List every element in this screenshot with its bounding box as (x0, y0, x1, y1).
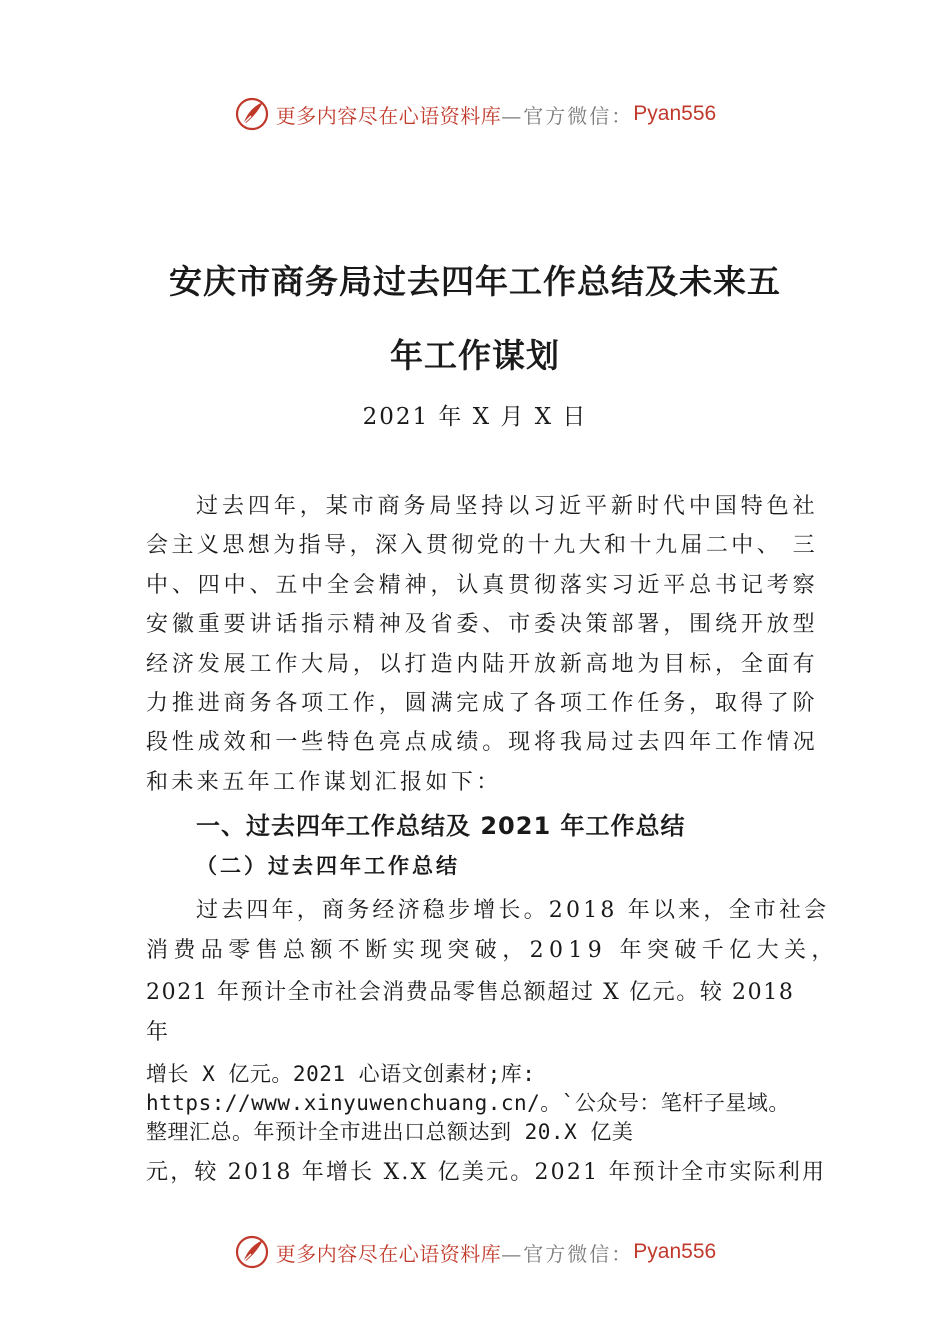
body-line: 消费品零售总额不断实现突破，2019 年突破千亿大关， (146, 938, 839, 963)
intro-paragraph: 过去四年，某市商务局坚持以习近平新时代中国特色社会主义思想为指导，深入贯彻党的十九大和十九届二中、 三中、四中、五中全会精神，认真贯彻落实习近平总书记考察安徽重要讲话指示精神及省委、市委决策部署，围绕开放型经济发展工作大局，以打造内陆开放新高地为目标，全面有力推进商务各项工作，圆满完成了各项工作任务，取得了阶段性成效和一些特色亮点成绩。现将我局过去四年工作情况和未来五年工作谋划汇报如下： (146, 494, 818, 795)
section-heading-1: 一、过去四年工作总结及 2021 年工作总结 (196, 812, 686, 840)
quill-logo-icon (234, 96, 270, 132)
watermark-wechat-label: —官方微信： (501, 1241, 634, 1266)
document-title-line-2: 年工作谋划 (390, 336, 560, 375)
watermark-banner-bottom (0, 1232, 950, 1272)
subsection-heading: （二）过去四年工作总结 (196, 854, 460, 878)
watermark-site-name: 更多内容尽在心语资料库 (275, 1241, 502, 1266)
body-line: 年 (146, 1020, 169, 1045)
body-line: https://www.xinyuwenchuang.cn/。`公众号：笔杆子星域。 (146, 1091, 790, 1115)
watermark-wechat-label: —官方微信： (501, 103, 634, 128)
watermark-wechat-id: Pyan556 (633, 102, 717, 125)
body-line: 增长 X 亿元。2021 心语文创素材;库: (146, 1062, 536, 1086)
quill-logo-icon (234, 1234, 270, 1270)
watermark-banner-top (0, 94, 950, 134)
body-line: 整理汇总。年预计全市进出口总额达到 20.X 亿美 (146, 1120, 634, 1144)
document-date: 2021 年 X 月 X 日 (362, 404, 588, 430)
document-title-line-1: 安庆市商务局过去四年工作总结及未来五 (169, 262, 781, 301)
watermark-site-name: 更多内容尽在心语资料库 (275, 103, 502, 128)
body-line: 过去四年，商务经济稳步增长。2018 年以来，全市社会 (196, 898, 830, 923)
watermark-wechat-id: Pyan556 (633, 1240, 717, 1263)
body-line: 2021 年预计全市社会消费品零售总额超过 X 亿元。较 2018 (146, 980, 795, 1005)
body-line: 元，较 2018 年增长 X.X 亿美元。2021 年预计全市实际利用 (146, 1160, 827, 1185)
